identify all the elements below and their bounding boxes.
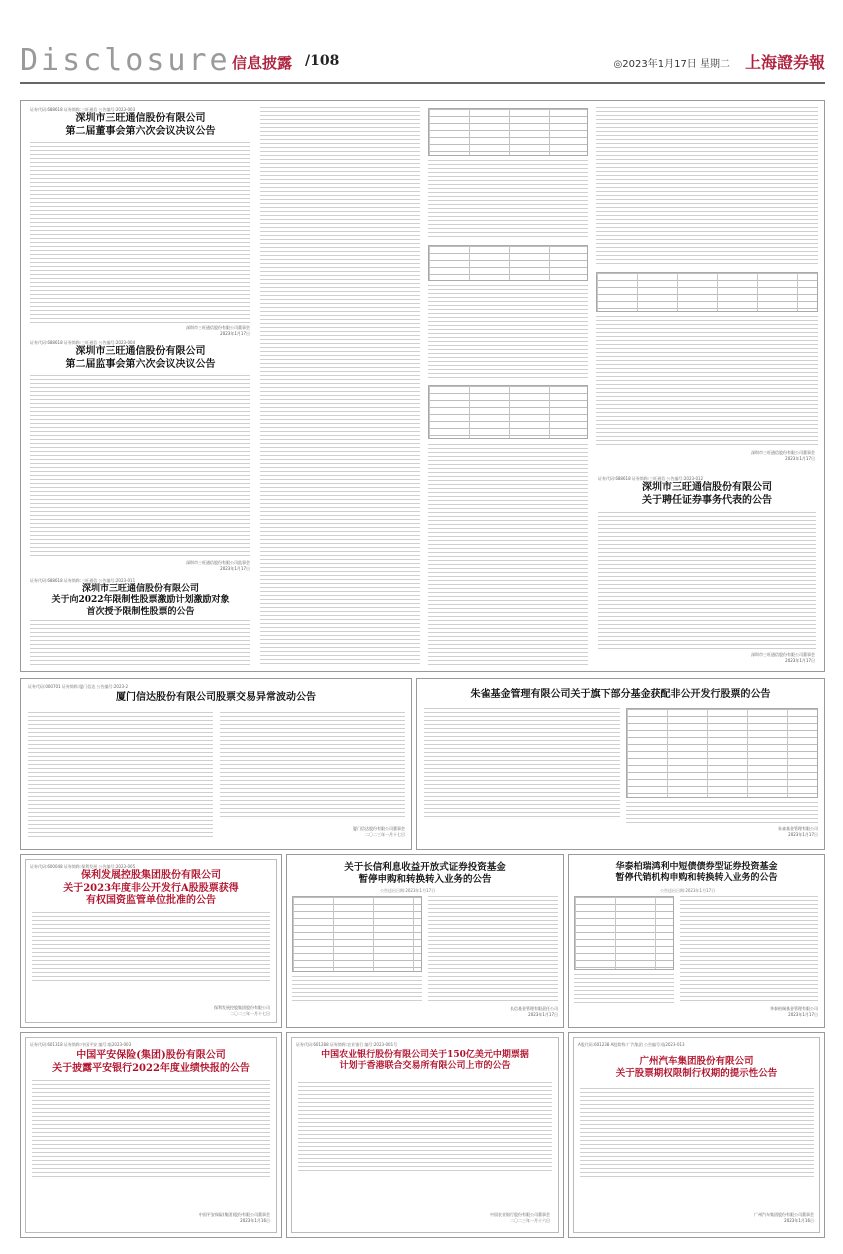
data-table	[574, 896, 674, 970]
notice-body	[30, 620, 250, 666]
notice-body	[680, 896, 818, 1004]
page-number: /108	[305, 53, 340, 69]
continued-body	[260, 107, 420, 665]
notice-body	[32, 912, 270, 982]
notice-meta: A股代码:601238 A股简称:广汽集团 公告编号:临2023-013	[578, 1042, 685, 1047]
notice-footer: 保利发展控股集团股份有限公司 二〇二三年一月十七日	[214, 1005, 270, 1016]
data-table	[626, 708, 818, 798]
continued-body	[596, 316, 818, 446]
notice-footer: 朱雀基金管理有限公司 2023年1月17日	[778, 826, 818, 837]
notice-meta: 证券代码:600048 证券简称:保利发展 公告编号:2023-005	[30, 864, 136, 869]
notice-meta: 证券代码:688618 证券简称:三旺通信 公告编号:2023-012	[598, 476, 704, 481]
notice-title: 中国平安保险(集团)股份有限公司 关于披露平安银行2022年度业绩快报的公告	[52, 1050, 250, 1074]
continued-body	[428, 444, 588, 666]
notice-title: 厦门信达股份有限公司股票交易异常波动公告	[116, 692, 316, 703]
notice-body	[32, 1080, 270, 1180]
notice-footer: 中国农业银行股份有限公司董事会 二〇二三年一月十六日	[490, 1212, 550, 1223]
section-title: 信息披露	[232, 54, 293, 72]
notice-body	[30, 375, 250, 558]
notice-meta: 证券代码:601288 证券简称:农业银行 编号:2023-001号	[296, 1042, 398, 1047]
notice-footer: 华泰柏瑞基金管理有限公司 2023年1月17日	[770, 1006, 818, 1017]
notice-body	[626, 802, 818, 824]
notice-footer: 深圳市三旺通信股份有限公司董事会 2023年1月17日	[751, 652, 815, 663]
notice-body	[574, 974, 674, 1004]
continued-body	[428, 160, 588, 240]
data-table	[292, 896, 422, 972]
notice-footer: 深圳市三旺通信股份有限公司董事会 2023年1月17日	[751, 450, 815, 461]
notice-title: 华泰柏瑞鸿利中短债债券型证券投资基金 暂停代销机构申购和转换转入业务的公告	[615, 862, 778, 884]
notice-footer: 深圳市三旺通信股份有限公司董事会 2023年1月17日	[186, 325, 250, 336]
notice-title: 关于长信利息收益开放式证券投资基金 暂停申购和转换转入业务的公告	[344, 862, 506, 885]
notice-title: 深圳市三旺通信股份有限公司 关于向2022年限制性股票激励计划激励对象 首次授予限制性股票的公告	[51, 584, 230, 617]
notice-title: 保利发展控股集团股份有限公司 关于2023年度非公开发行A股股票获得 有权国资监管单位批准的公告	[63, 870, 239, 906]
notice-body	[30, 142, 250, 323]
notice-title: 朱雀基金管理有限公司关于旗下部分基金获配非公开发行股票的公告	[470, 689, 771, 700]
notice-body	[428, 896, 558, 1004]
notice-meta: 公告送出日期:2023年1月17日	[380, 888, 436, 893]
header-rule	[20, 82, 825, 84]
data-table	[428, 385, 588, 439]
notice-footer: 深圳市三旺通信股份有限公司监事会 2023年1月17日	[186, 560, 250, 571]
notice-title: 深圳市三旺通信股份有限公司 第二届监事会第六次会议决议公告	[65, 346, 216, 370]
data-table	[596, 272, 818, 312]
notice-body	[598, 512, 816, 652]
notice-title: 中国农业银行股份有限公司关于150亿美元中期票据 计划于香港联合交易所有限公司上市的公告	[321, 1050, 529, 1072]
continued-body	[596, 107, 818, 267]
brand-wordmark: Disclosure	[20, 43, 231, 78]
continued-body	[428, 285, 588, 380]
newspaper-logo: 上海證券報	[744, 53, 825, 72]
issue-date: ◎2023年1月17日 星期二	[613, 59, 730, 70]
notice-body	[28, 712, 213, 840]
notice-footer: 中国平安保险(集团)股份有限公司董事会 2023年1月16日	[198, 1212, 270, 1223]
data-table	[428, 108, 588, 156]
notice-title: 广州汽车集团股份有限公司 关于股票期权限制行权期的提示性公告	[615, 1056, 778, 1079]
page-header	[20, 42, 825, 84]
notice-body	[292, 976, 422, 1004]
notice-meta: 证券代码:688618 证券简称:三旺通信 公告编号:2023-011	[30, 578, 136, 583]
notice-meta: 证券代码:000701 证券简称:厦门信达 公告编号:2023-2	[28, 684, 129, 689]
data-table	[428, 245, 588, 281]
notice-body	[580, 1088, 814, 1178]
notice-meta: 证券代码:688618 证券简称:三旺通信 公告编号:2023-003	[30, 107, 136, 112]
notice-footer: 厦门信达股份有限公司董事会 二〇二三年一月十七日	[353, 826, 405, 837]
notice-body	[298, 1082, 552, 1172]
notice-meta: 公告送出日期:2023年1月17日	[660, 888, 716, 893]
notice-body	[424, 708, 620, 820]
notice-footer: 广州汽车集团股份有限公司董事会 2023年1月16日	[754, 1212, 814, 1223]
notice-title: 深圳市三旺通信股份有限公司 第二届董事会第六次会议决议公告	[65, 113, 216, 137]
notice-footer: 长信基金管理有限责任公司 2023年1月17日	[510, 1006, 558, 1017]
notice-meta: 证券代码:688618 证券简称:三旺通信 公告编号:2023-004	[30, 340, 136, 345]
notice-meta: 证券代码:601318 证券简称:中国平安 编号:临2023-003	[30, 1042, 132, 1047]
notice-body	[220, 712, 405, 820]
notice-title: 深圳市三旺通信股份有限公司 关于聘任证券事务代表的公告	[642, 482, 772, 506]
